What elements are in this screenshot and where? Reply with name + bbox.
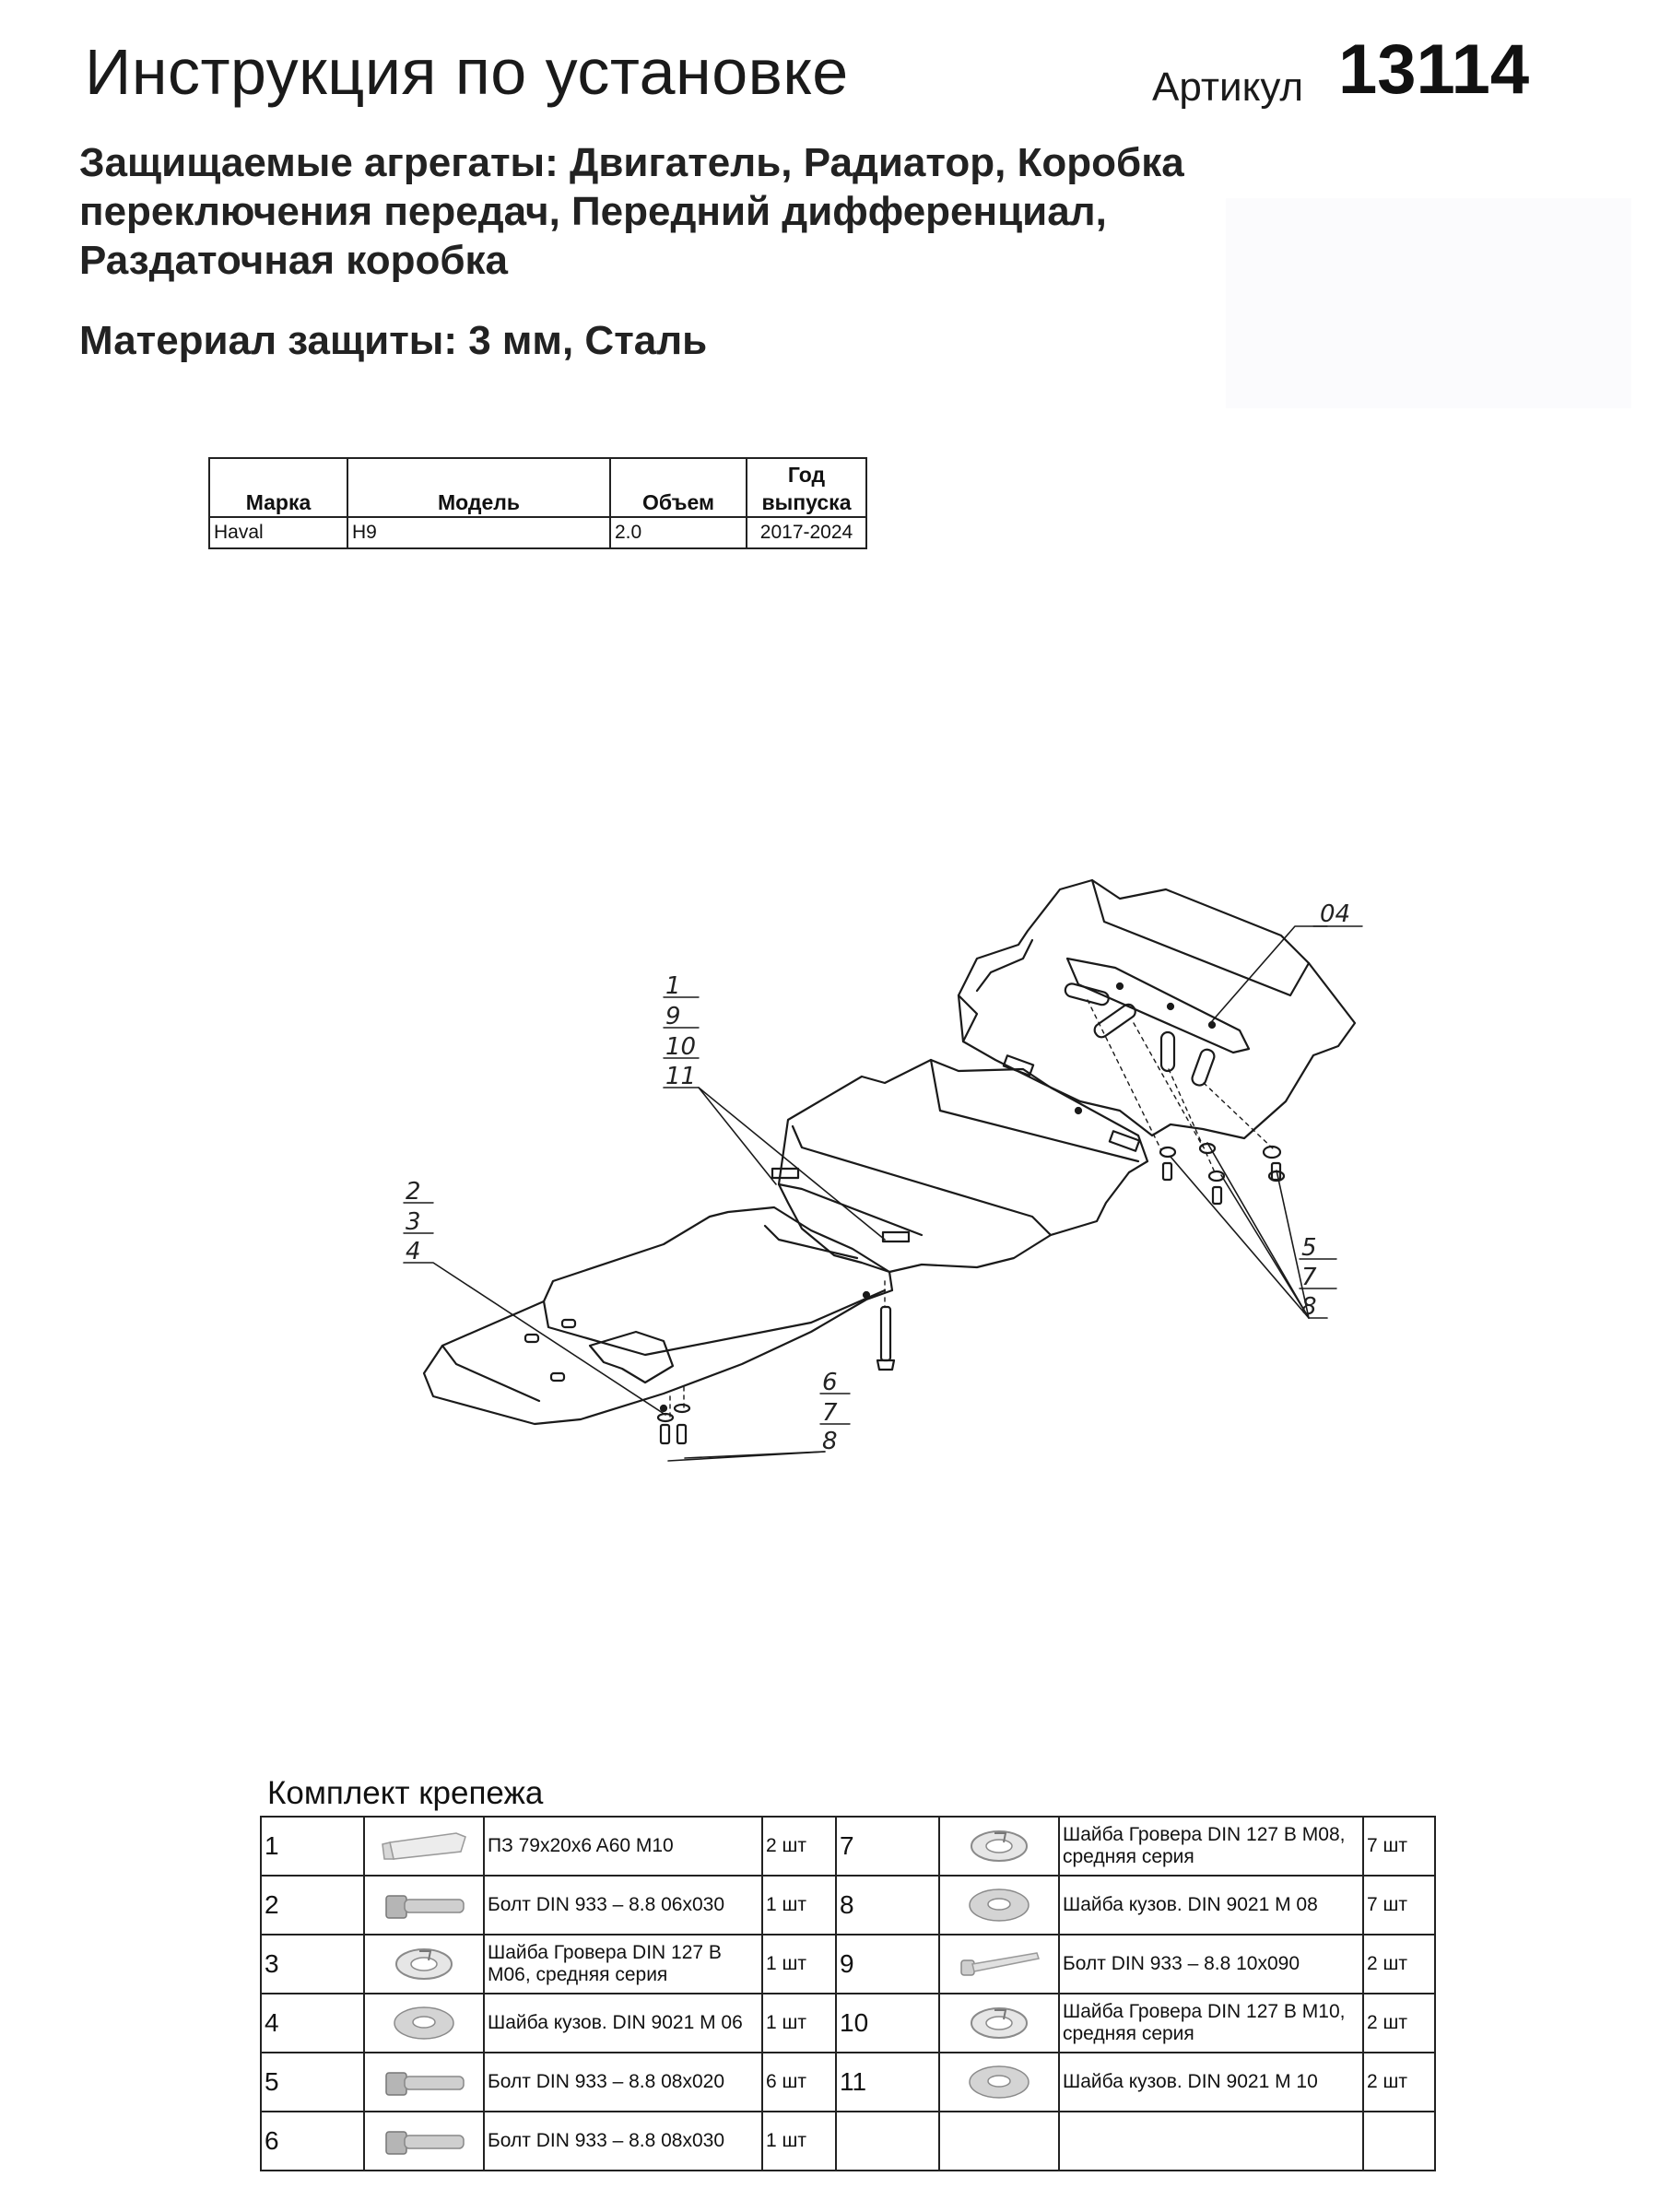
- callout-9: 9: [665, 1003, 681, 1030]
- item-name: Болт DIN 933 – 8.8 10x090: [1059, 1935, 1363, 1994]
- callout-3: 3: [406, 1208, 421, 1236]
- callout-4: 4: [406, 1238, 421, 1265]
- empty-cell: [836, 2112, 939, 2171]
- callout-7: 7: [1301, 1264, 1317, 1291]
- bolt-icon: [364, 2053, 484, 2112]
- item-quantity: 1 шт: [762, 2112, 836, 2171]
- item-quantity: 2 шт: [762, 1817, 836, 1876]
- callout-04: 04: [1320, 900, 1351, 928]
- item-name: ПЗ 79x20x6 A60 M10: [484, 1817, 762, 1876]
- hardware-kit-title: Комплект крепежа: [267, 1775, 544, 1811]
- spring-washer-icon: [939, 1817, 1059, 1876]
- table-row: [261, 2112, 1435, 2171]
- item-quantity: 1 шт: [762, 1876, 836, 1935]
- callout-1: 1: [665, 972, 681, 1000]
- header-brand: Марка: [209, 458, 347, 517]
- callout-7-lower: 7: [822, 1399, 838, 1427]
- rear-plate-part: [959, 880, 1355, 1138]
- header-volume: Объем: [610, 458, 747, 517]
- callout-2: 2: [406, 1178, 421, 1206]
- item-number: 10: [836, 1994, 939, 2053]
- item-quantity: 6 шт: [762, 2053, 836, 2112]
- item-quantity: 7 шт: [1363, 1876, 1435, 1935]
- callout-rules: [404, 926, 1362, 1424]
- long-bolt-icon: [939, 1935, 1059, 1994]
- hardware-kit-table: [260, 1816, 1436, 2171]
- callout-11: 11: [665, 1063, 697, 1090]
- table-row: [261, 1817, 1435, 1876]
- item-number: 11: [836, 2053, 939, 2112]
- callout-10: 10: [665, 1033, 697, 1061]
- table-row: [261, 1876, 1435, 1935]
- vehicle-table: [208, 457, 867, 549]
- flat-washer-icon: [939, 1876, 1059, 1935]
- item-name: Болт DIN 933 – 8.8 06x030: [484, 1876, 762, 1935]
- header-year: Год выпуска: [747, 458, 866, 517]
- empty-cell: [1059, 2112, 1363, 2171]
- callout-8-lower: 8: [822, 1428, 838, 1455]
- empty-cell: [939, 2112, 1059, 2171]
- item-number: 7: [836, 1817, 939, 1876]
- cell-brand: Haval: [209, 517, 347, 548]
- callout-8: 8: [1301, 1293, 1317, 1321]
- spring-washer-icon: [364, 1935, 484, 1994]
- article-label: Артикул: [1152, 65, 1304, 110]
- item-name: Болт DIN 933 – 8.8 08x030: [484, 2112, 762, 2171]
- item-number: 1: [261, 1817, 364, 1876]
- item-number: 9: [836, 1935, 939, 1994]
- callout-6: 6: [822, 1369, 838, 1396]
- fastener-parts: [658, 1144, 1284, 1443]
- page-title: Инструкция по установке: [85, 36, 849, 108]
- item-name: Шайба кузов. DIN 9021 M 10: [1059, 2053, 1363, 2112]
- item-name: Шайба Гровера DIN 127 B M06, средняя серия: [484, 1935, 762, 1994]
- item-name: Болт DIN 933 – 8.8 08x020: [484, 2053, 762, 2112]
- item-name: Шайба кузов. DIN 9021 M 08: [1059, 1876, 1363, 1935]
- item-number: 8: [836, 1876, 939, 1935]
- item-quantity: 2 шт: [1363, 1994, 1435, 2053]
- spring-washer-icon: [939, 1994, 1059, 2053]
- protection-material: Материал защиты: 3 мм, Сталь: [79, 318, 708, 363]
- cell-volume: 2.0: [610, 517, 747, 548]
- protected-units: Защищаемые агрегаты: Двигатель, Радиатор, Коробка переключения передач, Передний дифференциал, Раздаточная коробка: [79, 140, 1184, 283]
- table-row: [261, 1994, 1435, 2053]
- item-name: Шайба Гровера DIN 127 B M10, средняя серия: [1059, 1994, 1363, 2053]
- item-quantity: 1 шт: [762, 1935, 836, 1994]
- vehicle-table-row: [209, 517, 866, 548]
- item-number: 4: [261, 1994, 364, 2053]
- empty-cell: [1363, 2112, 1435, 2171]
- header-model: Модель: [347, 458, 610, 517]
- table-row: [261, 2053, 1435, 2112]
- item-quantity: 7 шт: [1363, 1817, 1435, 1876]
- bolt-icon: [364, 1876, 484, 1935]
- article-number: 13114: [1338, 30, 1530, 109]
- plate-bracket-icon: [364, 1817, 484, 1876]
- callout-5: 5: [1301, 1234, 1317, 1262]
- item-name: Шайба Гровера DIN 127 B M08, средняя серия: [1059, 1817, 1363, 1876]
- middle-plate-part: [772, 1055, 1147, 1272]
- item-number: 5: [261, 2053, 364, 2112]
- cell-year: 2017-2024: [747, 517, 866, 548]
- item-quantity: 2 шт: [1363, 2053, 1435, 2112]
- table-row: [261, 1935, 1435, 1994]
- blank-area: [1226, 198, 1631, 408]
- flat-washer-icon: [364, 1994, 484, 2053]
- assembly-diagram: [0, 830, 1659, 1521]
- flat-washer-icon: [939, 2053, 1059, 2112]
- item-number: 6: [261, 2112, 364, 2171]
- leader-lines: [404, 926, 1327, 1461]
- item-number: 3: [261, 1935, 364, 1994]
- vehicle-table-header: [209, 458, 866, 517]
- item-quantity: 2 шт: [1363, 1935, 1435, 1994]
- item-number: 2: [261, 1876, 364, 1935]
- item-name: Шайба кузов. DIN 9021 M 06: [484, 1994, 762, 2053]
- item-quantity: 1 шт: [762, 1994, 836, 2053]
- cell-model: H9: [347, 517, 610, 548]
- bolt-icon: [364, 2112, 484, 2171]
